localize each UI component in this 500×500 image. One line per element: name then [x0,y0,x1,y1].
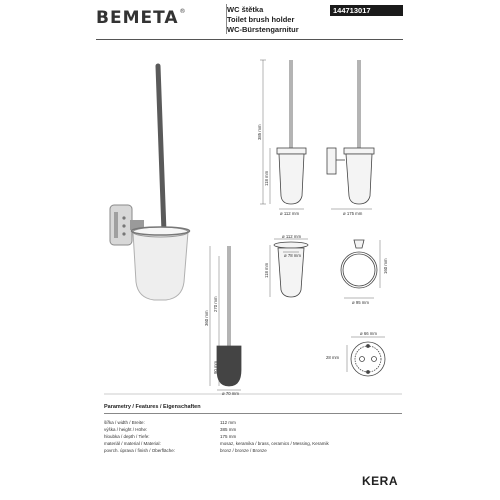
dim-height-385: 385 mm [257,124,262,140]
product-name-cz: WC štětka [227,5,264,14]
param-value-width: 112 mm [220,420,236,425]
dim-brush-diameter-70: ø 70 mm [222,391,239,396]
dim-cup-height-118: 118 mm [264,262,269,278]
product-name-de: WC-Bürstengarnitur [227,25,299,34]
parameters-rule [104,413,402,414]
dim-brush-head-90: 90 mm [213,360,218,374]
dim-plate-diameter-66: ø 66 mm [360,331,377,336]
dim-diameter-175: ø 175 mm [343,211,363,216]
wall-plate-drawing [347,337,385,376]
dim-brush-height-360: 360 mm [204,310,209,326]
front-view-drawing [260,60,306,209]
dim-diameter-112: ø 112 mm [280,211,300,216]
param-value-material: mosaz, keramika / brass, ceramics / Messing, Keramik [220,441,329,446]
product-illustration [110,66,190,300]
param-label-height: výška / height / Höhe: [104,427,148,432]
holder-ring-drawing [341,240,380,298]
param-value-depth: 175 mm [220,434,237,439]
param-value-height: 385 mm [220,427,237,432]
param-label-finish: povrch. úprava / finish / Oberfläche: [104,448,176,453]
param-value-finish: bronz / bronze / Bronze [220,448,267,453]
dim-height-118: 118 mm [264,170,269,186]
param-label-material: materiál / material / Material: [104,441,161,446]
dim-cup-diameter-78: ø 78 mm [284,253,301,258]
collection-name: KERA [362,474,399,488]
product-code: 144713017 [330,5,403,16]
param-label-width: šířka / width / Breite: [104,420,145,425]
glass-cup-drawing [270,239,308,297]
product-name-en: Toilet brush holder [227,15,295,24]
parameters-title: Parametry / Features / Eigenschaften [104,404,201,410]
side-view-drawing [327,60,374,209]
dim-cup-diameter-112: ø 112 mm [282,234,302,239]
dim-brush-handle-270: 270 mm [213,296,218,312]
dim-plate-depth-28: 28 mm [326,355,340,360]
dim-ring-diameter-95: ø 95 mm [352,300,369,305]
param-label-depth: hloubka / depth / Tiefe: [104,434,150,439]
brand-logo: BEMETA® [96,8,187,28]
dim-ring-height-160: 160 mm [383,258,388,274]
